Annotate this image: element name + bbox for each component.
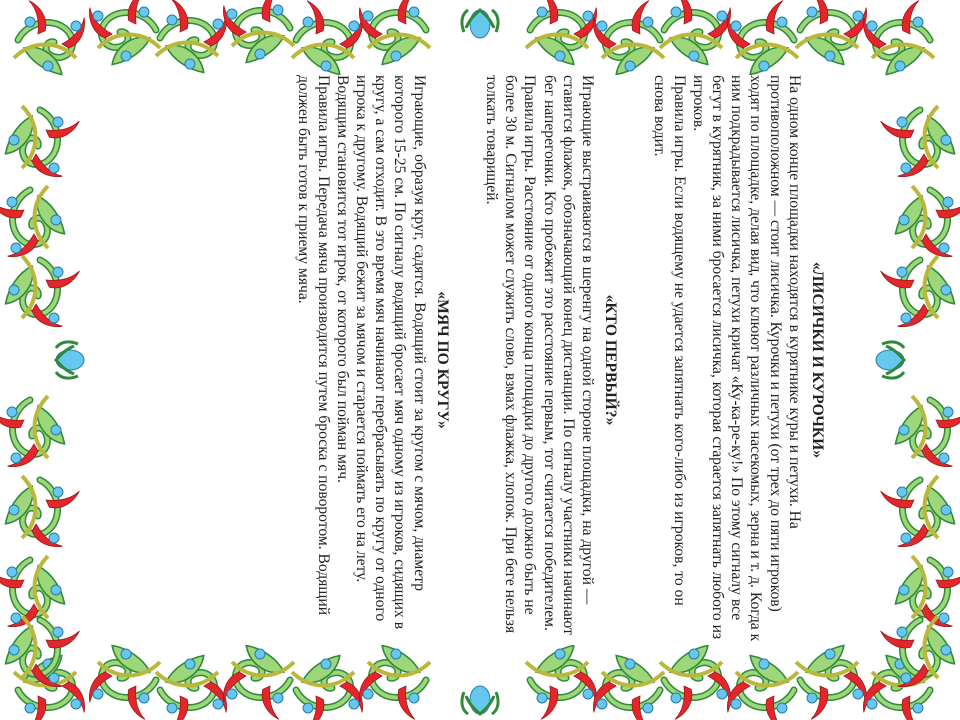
border-left — [0, 106, 84, 692]
section-lisichki — [650, 75, 827, 645]
rotated-text-block — [150, 75, 835, 645]
section-kto-pervyi — [482, 75, 620, 645]
section-title: «ЛИСИЧКИ И КУРОЧКИ» — [809, 261, 826, 459]
border-right — [876, 106, 960, 692]
section-paragraph: На одном конце площадки находятся в курятнике куры и петухи. На противоположном — стоит лисичка. Курочки и петухи (от трех до пяти игроков) ходят по площадке, делая вид, что клюют различных насекомых, зерна и т. д. Когда к ним подкрадывается лисичка, петухи кричат «Ку-ка-ре-ку!» По этому сигналу все бегут в курятник, за ними бросается лисичка, которая старается запятнать любого из игроков. — [689, 75, 803, 642]
section-title: «МЯЧ ПО КРУГУ» — [433, 291, 451, 429]
section-rules: Правила игры. Расстояние от одного конца площадки до другого должно быть не более 30 м. Сигналом может служить слово, взмах флажка, хлопок. При беге нельзя толкать товарищей. — [482, 75, 539, 634]
section-paragraph: Играющие, образуя круг, садятся. Водящий стоит за кругом с мячом, диаметр которого 15-25 см. По сигналу водящий бросает мяч одному из игроков, сидящих в кругу, а сам отходит. В это время мяч начинают перебрасывать по кругу от одного игрока к другому. Водящий бежит за мячом и старается поймать его на лету. Водящим становится тот игрок, от которого был пойман мяч. — [333, 75, 428, 630]
section-paragraph: Играющие выстраиваются в шеренгу на одной стороне площадки, на другой —ставится флажок, обозначающий конец дистанции. По сигналу участники начинают бег наперегонки. Кто пробежит это расстояние первым, тот считается победителем. — [540, 75, 596, 635]
border-top — [14, 0, 934, 80]
border-bottom — [14, 640, 934, 720]
section-rules: Правила игры. Если водящему не удается запятнать кого-либо из игроков, то он снова водит. — [651, 75, 688, 606]
section-rules: Правила игры. Передача мяча производится путем броска с поворотом. Водящий должен быть готов к приему мяча. — [295, 75, 332, 616]
section-title: «КТО ПЕРВЫЙ?» — [602, 294, 620, 426]
section-myach-po-krugu — [294, 75, 452, 645]
document-page — [150, 75, 835, 645]
